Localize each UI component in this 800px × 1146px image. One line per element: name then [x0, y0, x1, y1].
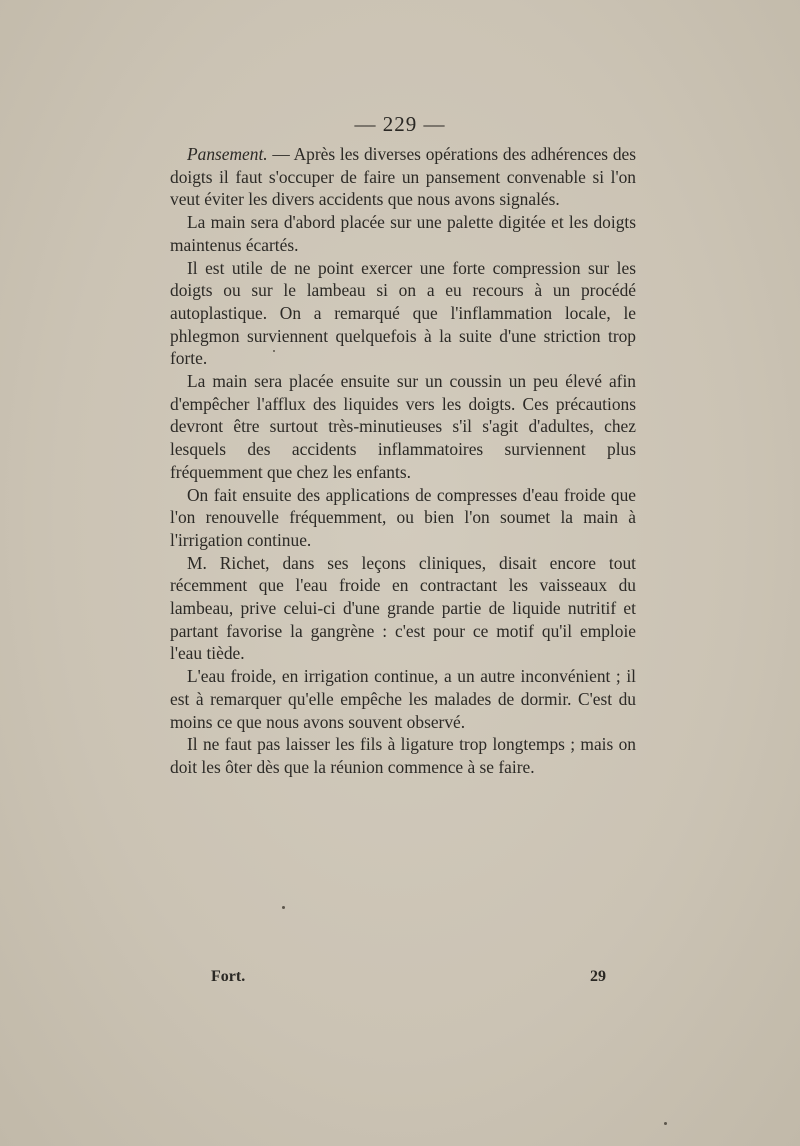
- paragraph-text: Il ne faut pas laisser les fils à ligature trop longtemps ; mais on doit les ôter dès que la réunion commence à se faire.: [170, 734, 636, 777]
- paper-speck: [273, 350, 275, 352]
- paper-speck: [664, 1122, 667, 1125]
- footer-signature: Fort.: [211, 968, 246, 985]
- paragraph: [170, 211, 636, 256]
- paragraph-text: La main sera d'abord placée sur une palette digitée et les doigts maintenus écartés.: [170, 212, 636, 255]
- paragraph: [170, 484, 636, 552]
- paragraph: [170, 733, 636, 778]
- body-text: [170, 143, 636, 779]
- paragraph-pansement: [170, 143, 636, 211]
- paragraph-text: L'eau froide, en irrigation continue, a un autre inconvénient ; il est à remarquer qu'elle empêche les malades de dormir. C'est du moins ce que nous avons souvent observé.: [170, 666, 636, 732]
- paragraph: [170, 370, 636, 484]
- paragraph-text: On fait ensuite des applications de compresses d'eau froide que l'on renouvelle fréquemment, ou bien l'on soumet la main à l'irrigation continue.: [170, 484, 636, 550]
- footer-sheet-number: 29: [590, 968, 606, 985]
- paragraph-text: Il est utile de ne point exercer une forte compression sur les doigts ou sur le lambeau si on a eu recours à un procédé autoplastique. On a remarqué que l'inflammation locale, le phlegmon surviennent quelquefois à la suite d'une striction trop forte.: [170, 257, 636, 369]
- paragraph-text: — Après les diverses opérations des adhérences des doigts il faut s'occuper de faire un pansement convenable si l'on veut éviter les divers accidents que nous avons signalés.: [170, 144, 636, 210]
- section-heading: Pansement.: [187, 144, 268, 164]
- page-number: — 229 —: [354, 112, 446, 136]
- paragraph: [170, 257, 636, 371]
- paragraph: [170, 665, 636, 733]
- paragraph-text: M. Richet, dans ses leçons cliniques, disait encore tout récemment que l'eau froide en contractant les vaisseaux du lambeau, prive celui-ci d'une grande partie de liquide nutritif et partant favorise la gangrène : c'est pour ce motif qu'il emploie l'eau tiède.: [170, 552, 636, 664]
- paper-speck: [282, 906, 285, 909]
- paragraph: [170, 552, 636, 666]
- paragraph-text: La main sera placée ensuite sur un coussin un peu élevé afin d'empêcher l'afflux des liquides vers les doigts. Ces précautions devront être surtout très-minutieuses s'il s'agit d'adultes, chez lesquels des accidents inflammatoires surviennent plus fréquemment que chez les enfants.: [170, 371, 636, 482]
